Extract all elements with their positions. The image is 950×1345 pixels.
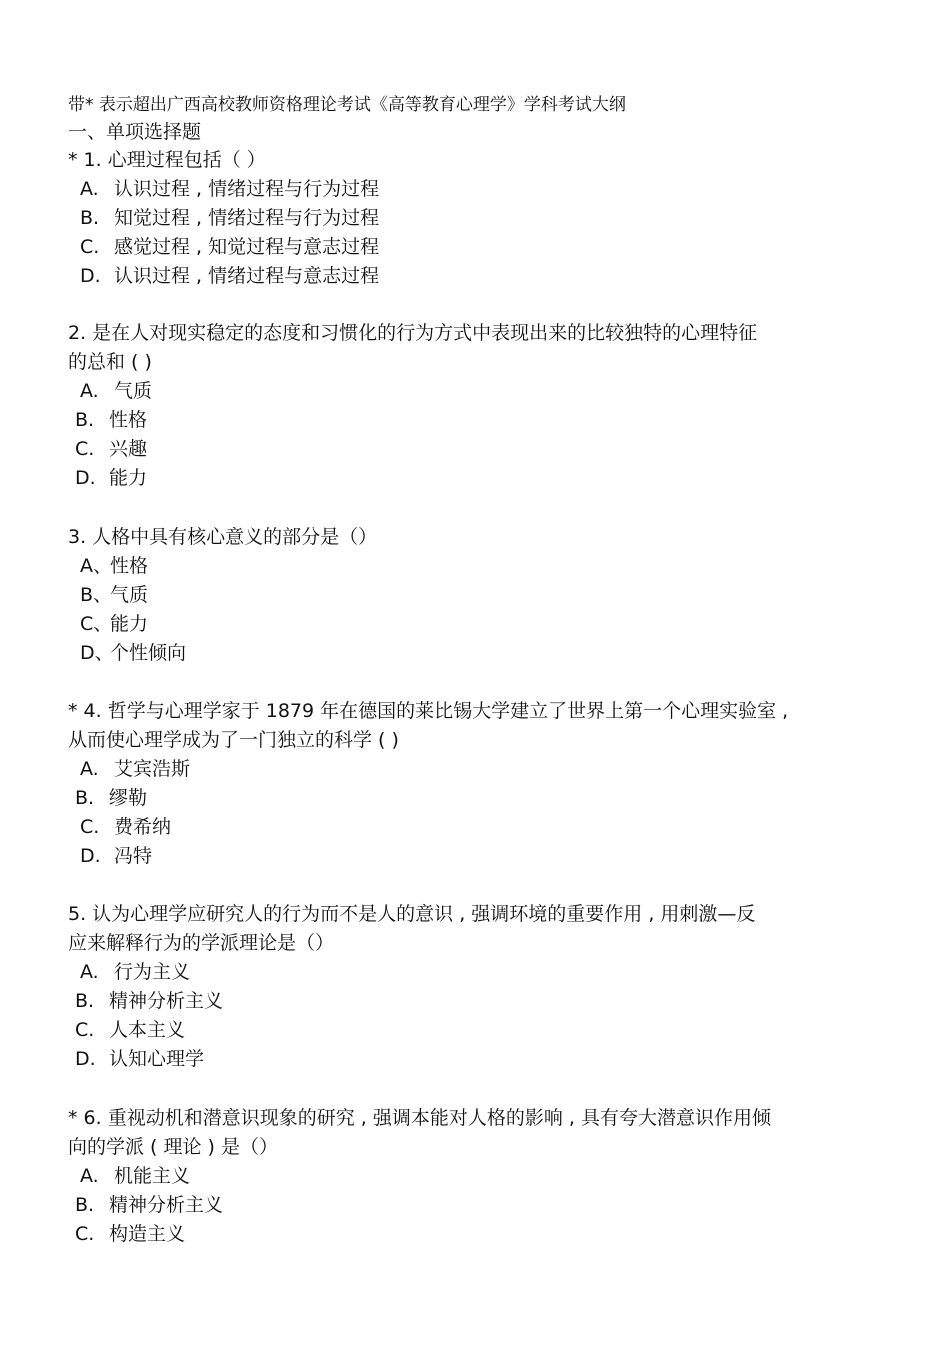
option-c [80,610,950,639]
option-text: 认识过程 , 情绪过程与意志过程 [114,265,380,287]
option-text: 行为主义 [114,961,191,983]
option-d [80,639,950,668]
option-text: 机能主义 [114,1165,191,1187]
option-text: 感觉过程 , 知觉过程与意志过程 [114,236,380,258]
option-text: 性格 [110,555,149,577]
option-a [80,552,950,581]
option-label: B. [75,990,95,1012]
option-label: A、 [80,555,112,577]
option-text: 费希纳 [114,816,172,838]
question-stem [68,319,880,377]
option-d [80,262,950,291]
question-3 [0,523,950,668]
section-heading: 一、单项选择题 [68,121,202,143]
stem-line: * 6. 重视动机和潜意识现象的研究 , 强调本能对人格的影响 , 具有夸大潜意识作用倾 [68,1107,771,1129]
option-label: C. [75,1019,95,1041]
option-text: 缪勒 [109,787,148,809]
option-label: B. [75,1194,95,1216]
option-text: 气质 [110,584,149,606]
option-label: C. [75,1223,95,1245]
option-text: 能力 [110,613,149,635]
option-text: 精神分析主义 [109,1194,224,1216]
option-b [75,1191,950,1220]
option-text: 人本主义 [109,1019,186,1041]
option-c [80,233,950,262]
option-label: A. [80,178,99,200]
question-stem [68,146,880,175]
question-4 [0,697,950,871]
question-stem [68,523,880,552]
stem-line: 的总和 ( ) [68,351,152,373]
option-text: 气质 [114,380,153,402]
option-label: C. [80,236,100,258]
option-label: C、 [80,613,113,635]
option-label: D. [75,467,96,489]
question-6 [0,1104,950,1249]
stem-line: 应来解释行为的学派理论是（） [68,932,335,954]
stem-line: * 4. 哲学与心理学家于 1879 年在德国的莱比锡大学建立了世界上第一个心理实验室 , [68,700,789,722]
option-text: 认知心理学 [109,1048,205,1070]
option-label: D. [80,845,101,867]
option-label: B、 [80,584,113,606]
option-a [80,377,950,406]
option-b [80,204,950,233]
stem-line: 向的学派 ( 理论 ) 是（） [68,1136,278,1158]
stem-line: 从而使心理学成为了一门独立的科学 ( ) [68,729,399,751]
option-b [75,784,950,813]
option-b [80,581,950,610]
option-a [80,1162,950,1191]
option-text: 能力 [109,467,148,489]
option-text: 性格 [109,409,148,431]
stem-line: 3. 人格中具有核心意义的部分是（） [68,526,378,548]
option-b [75,406,950,435]
stem-line: * 1. 心理过程包括（ ） [68,149,266,171]
option-label: B. [75,787,95,809]
option-label: C. [80,816,100,838]
option-d [75,1045,950,1074]
stem-line: 2. 是在人对现实稳定的态度和习惯化的行为方式中表现出来的比较独特的心理特征 [68,322,758,344]
option-label: A. [80,1165,99,1187]
option-label: D. [80,265,101,287]
option-c [80,813,950,842]
option-label: B. [80,207,100,229]
option-text: 知觉过程 , 情绪过程与行为过程 [114,207,380,229]
option-label: B. [75,409,95,431]
question-2 [0,319,950,493]
syllabus-note: 带* 表示超出广西高校教师资格理论考试《高等教育心理学》学科考试大纲 [68,95,626,115]
option-text: 认识过程 , 情绪过程与行为过程 [114,178,380,200]
option-c [75,435,950,464]
option-text: 构造主义 [109,1223,186,1245]
option-a [80,175,950,204]
option-b [75,987,950,1016]
stem-line: 5. 认为心理学应研究人的行为而不是人的意识 , 强调环境的重要作用 , 用刺激—反 [68,903,756,925]
option-d [80,842,950,871]
option-label: D. [75,1048,96,1070]
option-text: 冯特 [114,845,153,867]
option-text: 个性倾向 [110,642,187,664]
option-a [80,958,950,987]
option-text: 精神分析主义 [109,990,224,1012]
question-1 [0,146,950,291]
option-label: D、 [80,642,114,664]
option-label: C. [75,438,95,460]
option-label: A. [80,758,99,780]
question-5 [0,900,950,1074]
question-stem [68,900,880,958]
option-text: 艾宾浩斯 [114,758,191,780]
option-c [75,1220,950,1249]
question-stem [68,697,880,755]
option-label: A. [80,380,99,402]
option-label: A. [80,961,99,983]
option-c [75,1016,950,1045]
option-d [75,464,950,493]
question-stem [68,1104,880,1162]
option-a [80,755,950,784]
option-text: 兴趣 [109,438,148,460]
